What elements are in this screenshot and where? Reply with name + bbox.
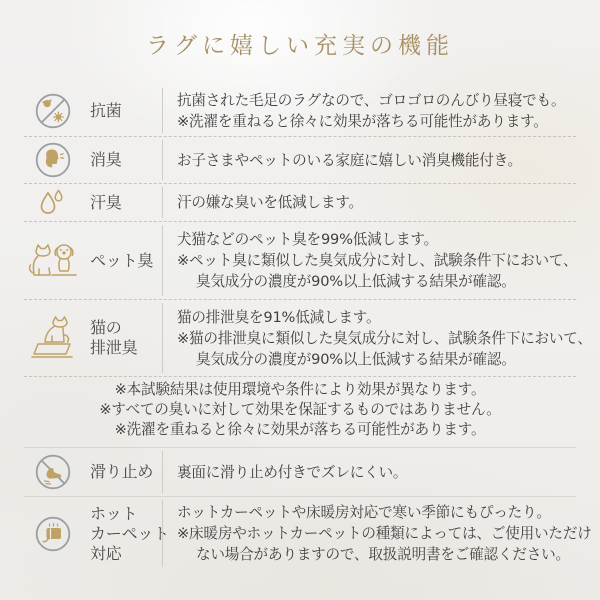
feature-description: ホットカーペットや床暖房対応で寒い季節にもぴったり。 ※床暖房やホットカーペットの種類によっては、ご使用いただけ ない場合がありますので、取扱説明書をご確認ください。 bbox=[162, 500, 592, 567]
feature-label: ペット臭 bbox=[90, 250, 154, 270]
feature-label: ホット カーペット 対応 bbox=[90, 503, 170, 563]
features-list bbox=[0, 85, 600, 570]
feature-description: お子さまやペットのいる家庭に嬉しい消臭機能付き。 bbox=[162, 140, 576, 180]
feature-description: 抗菌された毛足のラグなので、ゴロゴロのんびり昼寝でも。 ※洗濯を重ねると徐々に効果が落ちる可能性があります。 bbox=[162, 88, 576, 133]
anti-slip-icon bbox=[24, 453, 82, 491]
sweat-odor-icon bbox=[24, 186, 82, 220]
feature-label: 消臭 bbox=[90, 150, 122, 169]
test-result-notes: ※本試験結果は使用環境や条件により効果が異なります。 ※すべての臭いに対して効果を保証するものではありません。 ※洗濯を重ねると徐々に効果が落ちる可能性があります。 bbox=[24, 377, 576, 448]
feature-description: 裏面に滑り止め付きでズレにくい。 bbox=[162, 451, 576, 493]
deodorize-icon bbox=[24, 141, 82, 179]
feature-row-sweat-odor bbox=[24, 184, 576, 222]
feature-row-deodorize bbox=[24, 137, 576, 184]
antibacterial-icon bbox=[24, 92, 82, 130]
feature-row-pet-odor bbox=[24, 222, 576, 300]
feature-row-anti-slip bbox=[24, 448, 576, 497]
feature-description: 猫の排泄臭を91%低減します。 ※猫の排泄臭に類似した臭気成分に対し、試験条件下において、 臭気成分の濃度が90%以上低減する結果が確認。 bbox=[162, 303, 592, 373]
feature-label: 汗臭 bbox=[90, 192, 122, 212]
feature-label: 猫の 排泄臭 bbox=[90, 318, 138, 357]
feature-description: 汗の嫌な臭いを低減します。 bbox=[162, 187, 576, 218]
cat-excretion-odor-icon bbox=[24, 313, 82, 363]
pet-odor-icon bbox=[24, 238, 82, 284]
feature-label: 滑り止め bbox=[90, 462, 154, 481]
hot-carpet-icon bbox=[24, 515, 82, 553]
feature-row-antibacterial bbox=[24, 85, 576, 137]
feature-row-cat-excretion-odor bbox=[24, 300, 592, 377]
feature-label: 抗菌 bbox=[90, 100, 122, 120]
page-title: ラグに嬉しい充実の機能 bbox=[146, 33, 454, 59]
feature-description: 犬猫などのペット臭を99%低減します。 ※ペット臭に類似した臭気成分に対し、試験条件下において、 臭気成分の濃度が90%以上低減する結果が確認。 bbox=[162, 225, 577, 296]
feature-row-hot-carpet bbox=[24, 497, 592, 570]
